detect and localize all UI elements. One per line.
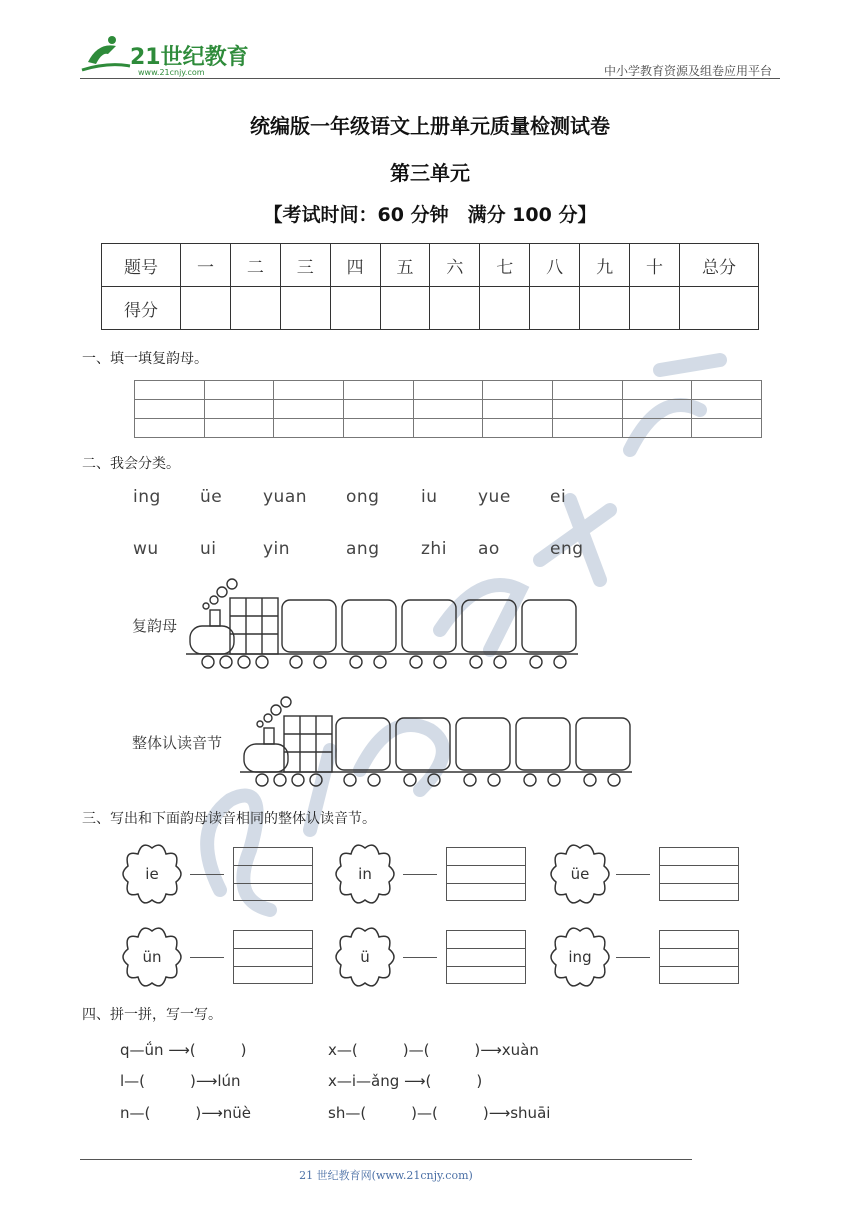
section-3-title: 三、写出和下面韵母读音相同的整体认读音节。 xyxy=(82,811,376,827)
spelling-exercise[interactable]: l—( )⟶lún xyxy=(120,1072,241,1090)
spelling-exercise[interactable]: n—( )⟶nüè xyxy=(120,1104,251,1122)
train-label-whole-syllables: 整体认读音节 xyxy=(132,734,223,752)
pinyin-item: ui xyxy=(200,539,217,559)
score-cell: 十 xyxy=(630,244,680,287)
score-cell: 题号 xyxy=(102,244,181,287)
flower-label: ie xyxy=(145,865,159,883)
platform-name: 中小学教育资源及组卷应用平台 xyxy=(603,64,772,78)
score-table xyxy=(101,243,759,330)
header-divider xyxy=(80,78,780,79)
score-cell: 总分 xyxy=(680,244,759,287)
svg-text:21世纪教育: 21世纪教育 xyxy=(130,45,248,70)
connector-dash xyxy=(616,957,650,958)
pinyin-item: wu xyxy=(133,539,159,559)
score-row-label: 得分 xyxy=(102,287,181,330)
score-input-cell[interactable] xyxy=(430,287,480,330)
score-table-score-row xyxy=(102,287,759,330)
score-cell: 三 xyxy=(280,244,330,287)
score-table-header-row xyxy=(102,244,759,287)
exam-info: 【考试时间：60 分钟 满分 100 分】 xyxy=(263,204,597,226)
pinyin-item: zhi xyxy=(421,539,447,559)
score-input-cell[interactable] xyxy=(330,287,380,330)
flower-label: ing xyxy=(568,948,592,966)
answer-lines[interactable] xyxy=(659,930,739,984)
answer-lines[interactable] xyxy=(233,847,313,901)
score-input-cell[interactable] xyxy=(630,287,680,330)
flower-label: üe xyxy=(570,865,590,883)
train-whole-syllables xyxy=(240,694,634,794)
pinyin-item: ing xyxy=(133,487,161,507)
score-input-cell[interactable] xyxy=(230,287,280,330)
spelling-exercise[interactable]: sh—( )—( )⟶shuāi xyxy=(328,1104,551,1122)
connector-dash xyxy=(190,874,224,875)
spelling-exercise[interactable]: x—( )—( )⟶xuàn xyxy=(328,1041,539,1059)
score-input-cell[interactable] xyxy=(680,287,759,330)
pinyin-item: yin xyxy=(263,539,291,559)
pinyin-item: ang xyxy=(346,539,380,559)
score-cell: 七 xyxy=(480,244,530,287)
footer-text: 21 世纪教育网(www.21cnjy.com) xyxy=(299,1169,473,1182)
site-logo xyxy=(78,32,248,78)
pinyin-item: iu xyxy=(421,487,438,507)
score-input-cell[interactable] xyxy=(280,287,330,330)
answer-lines[interactable] xyxy=(446,930,526,984)
answer-lines[interactable] xyxy=(233,930,313,984)
flower-label: ü xyxy=(360,948,370,966)
connector-dash xyxy=(190,957,224,958)
footer-divider xyxy=(80,1159,692,1160)
score-input-cell[interactable] xyxy=(580,287,630,330)
score-cell: 一 xyxy=(181,244,231,287)
pinyin-item: ao xyxy=(478,539,500,559)
pinyin-item: üe xyxy=(200,487,223,507)
answer-lines[interactable] xyxy=(446,847,526,901)
score-cell: 六 xyxy=(430,244,480,287)
flower-label: ün xyxy=(142,948,162,966)
score-input-cell[interactable] xyxy=(380,287,430,330)
connector-dash xyxy=(616,874,650,875)
spelling-exercise[interactable]: x—i—ǎng ⟶( ) xyxy=(328,1072,483,1090)
connector-dash xyxy=(403,957,437,958)
flower-label: in xyxy=(358,865,372,883)
answer-lines[interactable] xyxy=(659,847,739,901)
exam-title: 统编版一年级语文上册单元质量检测试卷 xyxy=(250,114,610,138)
pinyin-item: yue xyxy=(478,487,511,507)
section-4-title: 四、拼一拼，写一写。 xyxy=(82,1007,222,1023)
score-cell: 二 xyxy=(230,244,280,287)
unit-title: 第三单元 xyxy=(390,161,470,185)
score-input-cell[interactable] xyxy=(480,287,530,330)
pinyin-item: ei xyxy=(550,487,567,507)
score-cell: 九 xyxy=(580,244,630,287)
score-cell: 八 xyxy=(530,244,580,287)
train-compound-finals xyxy=(186,576,580,676)
train-label-compound-finals: 复韵母 xyxy=(132,617,178,635)
svg-text:www.21cnjy.com: www.21cnjy.com xyxy=(138,68,205,77)
score-input-cell[interactable] xyxy=(181,287,231,330)
pinyin-item: yuan xyxy=(263,487,308,507)
connector-dash xyxy=(403,874,437,875)
score-input-cell[interactable] xyxy=(530,287,580,330)
score-cell: 四 xyxy=(330,244,380,287)
pinyin-writing-grid[interactable] xyxy=(134,380,762,438)
spelling-exercise[interactable]: q—ǘn ⟶( ) xyxy=(120,1041,247,1059)
score-cell: 五 xyxy=(380,244,430,287)
section-2-title: 二、我会分类。 xyxy=(82,456,180,472)
pinyin-item: ong xyxy=(346,487,380,507)
pinyin-item: eng xyxy=(550,539,584,559)
section-1-title: 一、填一填复韵母。 xyxy=(82,351,208,367)
